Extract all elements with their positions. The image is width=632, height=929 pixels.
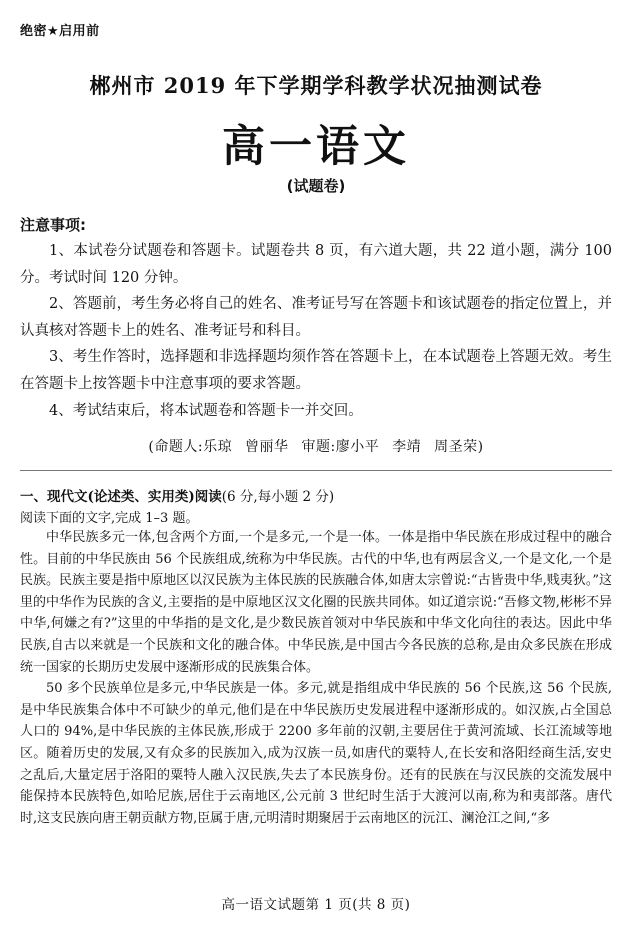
section-title: 一、现代文(论述类、实用类)阅读 — [20, 489, 222, 505]
reviewer-name: 李靖 — [392, 439, 422, 455]
section-points: (6 分,每小题 2 分) — [221, 489, 335, 505]
divider — [20, 470, 612, 471]
section-heading — [20, 485, 334, 505]
notice-item: 2、答题前，考生务必将自己的姓名、准考证号写在答题卡和该试题卷的指定位置上，并认真核对答题卡上的姓名、准考证号和科目。 — [20, 296, 612, 339]
exam-title: 郴州市 2019 年下学期学科教学状况抽测试卷 — [89, 73, 543, 98]
notice-item: 4、考试结束后，将本试题卷和答题卡一并交回。 — [49, 402, 363, 419]
page-footer: 高一语文试题第 1 页(共 8 页) — [221, 897, 411, 913]
notice-list — [20, 238, 612, 424]
notice-item: 1、本试卷分试题卷和答题卡。试题卷共 8 页，有六道大题，共 22 道小题，满分 100 分。考试时间 120 分钟。 — [20, 243, 612, 286]
reviewers-label: 审题:廖小平 — [301, 439, 380, 455]
notice-heading: 注意事项: — [20, 216, 86, 234]
setters-label: (命题人:乐琼 — [148, 439, 233, 455]
notice-item: 3、考生作答时，选择题和非选择题均须作答在答题卡上，在本试题卷上答题无效。考生在答题卡上按答题卡中注意事项的要求答题。 — [20, 349, 612, 392]
setter-name: 曾丽华 — [245, 439, 289, 455]
reading-passage — [20, 527, 612, 829]
passage-paragraph: 中华民族多元一体,包含两个方面,一个是多元,一个是一体。一体是指中华民族在形成过程中的融合性。目前的中华民族由 56 个民族组成,统称为中华民族。古代的中华,也有两层含义,一个是文化,一个是民族。民族主要是指中原地区以汉民族为主体民族的民族融合体,如唐太宗曾说:“古皆贵中华,贱夷狄。”这里的中华作为民族的含义,主要指的是中原地区汉文化圈的民族共同体。如辽道宗说:“吾修文物,彬彬不异中华,何嫌之有?”这里的中华指的是文化,是少数民族首领对中华民族和中华文化向往的表达。因此中华民族,自古以来就是一个民族和文化的融合体。中华民族,是中国古今各民族的总称,是由众多民族在形成统一国家的长期历史发展中逐渐形成的民族集合体。 — [20, 530, 612, 675]
authors-line — [0, 436, 632, 456]
volume-label: (试题卷) — [286, 177, 346, 195]
reviewer-name: 周圣荣) — [434, 439, 484, 455]
passage-paragraph: 50 多个民族单位是多元,中华民族是一体。多元,就是指组成中华民族的 56 个民族,这 56 个民族,是中华民族集合体中不可缺少的单元,他们是在中华民族历史发展进程中逐渐形成的。如汉族,占全国总人口的 94%,是中华民族的主体民族,形成于 2200 多年前的汉朝,主要居住于黄河流域、长江流域等地区。随着历史的发展,又有众多的民族加入,成为汉族一员,如唐代的粟特人,在长安和洛阳经商生活,安史之乱后,大量定居于洛阳的粟特人融入汉民族,失去了本民族身份。还有的民族在与汉民族的交流发展中能保持本民族特色,如哈尼族,居住于云南地区,公元前 3 世纪时生活于大渡河以南,称为和夷部落。唐代时,这支民族向唐王朝贡献方物,臣属于唐,元明清时期聚居于云南地区的沅江、澜沧江之间,“多 — [20, 681, 612, 826]
subject-title: 高一语文 — [222, 122, 410, 172]
reading-instruction: 阅读下面的文字,完成 1–3 题。 — [20, 511, 199, 526]
confidential-label: 绝密★启用前 — [20, 24, 100, 39]
